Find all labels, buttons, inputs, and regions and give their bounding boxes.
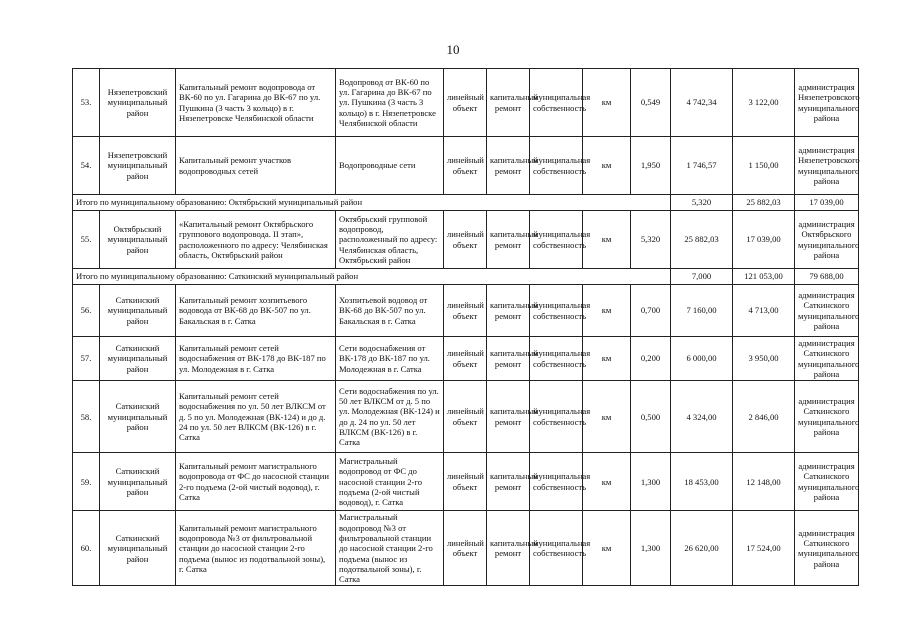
total-label: Итого по муниципальному образованию: Октябрьский муниципальный район [73,195,671,211]
total-label: Итого по муниципальному образованию: Саткинский муниципальный район [73,269,671,285]
object-cell: Хозпитьевой водовод от ВК-68 до ВК-507 по ул. Бакальская в г. Сатка [336,285,444,337]
funds-cell: 17 039,00 [733,211,795,269]
customer-cell: администрация Саткинского муниципального района [795,337,859,381]
object-cell: Водопроводные сети [336,137,444,195]
row-number: 53. [73,69,100,137]
ownership-cell: муниципальная собственность [530,381,583,453]
unit-cell: км [583,511,631,586]
capacity-cell: 5,320 [631,211,671,269]
row-number: 59. [73,453,100,511]
object-cell: Магистральный водопровод от ФС до насосной станции 2-го подъема (2-ой чистый водовод), г. Сатка [336,453,444,511]
municipality-cell: Нязепетровский муниципальный район [100,137,176,195]
project-name-cell: Капитальный ремонт сетей водоснабжения по ул. 50 лет ВЛКСМ от д. 5 по ул. Молодежная (ВК-124) и до д. 24 по ул. 50 лет ВЛКСМ (ВК-126) в г. Сатка [176,381,336,453]
cost-cell: 4 324,00 [671,381,733,453]
row-number: 57. [73,337,100,381]
row-number: 55. [73,211,100,269]
page-number: 10 [446,42,460,57]
customer-cell: администрация Саткинского муниципального района [795,285,859,337]
capacity-cell: 0,700 [631,285,671,337]
object-cell: Сети водоснабжения от ВК-178 до ВК-187 по ул. Молодежная в г. Сатка [336,337,444,381]
cost-cell: 26 620,00 [671,511,733,586]
work-type-cell: капитальный ремонт [487,137,530,195]
project-name-cell: Капитальный ремонт водопровода от ВК-60 по ул. Гагарина до ВК-67 по ул. Пушкина (3 часть 3 кольцо) в г. Нязепетровске Челябинской области [176,69,336,137]
funds-cell: 1 150,00 [733,137,795,195]
row-number: 60. [73,511,100,586]
table-row [73,337,859,381]
ownership-cell: муниципальная собственность [530,211,583,269]
total-row [73,269,859,285]
object-cell: Сети водоснабжения по ул. 50 лет ВЛКСМ от д. 5 по ул. Молодежная (ВК-124) и до д. 24 по ул. 50 лет ВЛКСМ (ВК-126) в г. Сатка [336,381,444,453]
cost-cell: 4 742,34 [671,69,733,137]
table-row [73,453,859,511]
row-number: 58. [73,381,100,453]
work-type-cell: капитальный ремонт [487,337,530,381]
table-row [73,285,859,337]
object-type-cell: линейный объект [444,381,487,453]
customer-cell: администрация Саткинского муниципального района [795,453,859,511]
work-type-cell: капитальный ремонт [487,69,530,137]
table-row [73,211,859,269]
object-type-cell: линейный объект [444,69,487,137]
object-cell: Октябрьский групповой водопровод, расположенный по адресу: Челябинская область, Октябрьский район [336,211,444,269]
object-type-cell: линейный объект [444,453,487,511]
capacity-cell: 1,300 [631,453,671,511]
customer-cell: администрация Октябрьского муниципального района [795,211,859,269]
customer-cell: администрация Нязепетровского муниципального района [795,69,859,137]
unit-cell: км [583,211,631,269]
total-cost: 121 053,00 [733,269,795,285]
funds-cell: 3 122,00 [733,69,795,137]
object-type-cell: линейный объект [444,337,487,381]
municipality-cell: Нязепетровский муниципальный район [100,69,176,137]
ownership-cell: муниципальная собственность [530,69,583,137]
municipality-cell: Саткинский муниципальный район [100,285,176,337]
total-capacity: 7,000 [671,269,733,285]
customer-cell: администрация Саткинского муниципального района [795,511,859,586]
object-type-cell: линейный объект [444,511,487,586]
object-type-cell: линейный объект [444,137,487,195]
customer-cell: администрация Саткинского муниципального района [795,381,859,453]
object-type-cell: линейный объект [444,211,487,269]
ownership-cell: муниципальная собственность [530,285,583,337]
total-cost: 25 882,03 [733,195,795,211]
table-row [73,137,859,195]
capacity-cell: 0,500 [631,381,671,453]
work-type-cell: капитальный ремонт [487,285,530,337]
municipality-cell: Саткинский муниципальный район [100,337,176,381]
row-number: 54. [73,137,100,195]
funds-cell: 17 524,00 [733,511,795,586]
cost-cell: 7 160,00 [671,285,733,337]
total-funds: 79 688,00 [795,269,859,285]
row-number: 56. [73,285,100,337]
customer-cell: администрация Нязепетровского муниципального района [795,137,859,195]
table-row [73,511,859,586]
work-type-cell: капитальный ремонт [487,453,530,511]
project-name-cell: «Капитальный ремонт Октябрьского группового водопровода. II этап», расположенного по адресу: Челябинская область, Октябрьский район [176,211,336,269]
municipality-cell: Саткинский муниципальный район [100,453,176,511]
work-type-cell: капитальный ремонт [487,511,530,586]
table-row [73,381,859,453]
capacity-cell: 1,950 [631,137,671,195]
municipality-cell: Саткинский муниципальный район [100,511,176,586]
ownership-cell: муниципальная собственность [530,137,583,195]
funds-cell: 2 846,00 [733,381,795,453]
object-type-cell: линейный объект [444,285,487,337]
cost-cell: 1 746,57 [671,137,733,195]
cost-cell: 25 882,03 [671,211,733,269]
total-row [73,195,859,211]
municipality-cell: Октябрьский муниципальный район [100,211,176,269]
funds-cell: 4 713,00 [733,285,795,337]
funds-cell: 12 148,00 [733,453,795,511]
capacity-cell: 0,200 [631,337,671,381]
unit-cell: км [583,285,631,337]
funds-cell: 3 950,00 [733,337,795,381]
work-type-cell: капитальный ремонт [487,211,530,269]
unit-cell: км [583,137,631,195]
municipality-cell: Саткинский муниципальный район [100,381,176,453]
projects-table [72,68,859,586]
cost-cell: 18 453,00 [671,453,733,511]
object-cell: Магистральный водопровод №3 от фильтровальной станции до насосной станции 2-го подъема (вынос из подотвальной зоны), г. Сатка [336,511,444,586]
project-name-cell: Капитальный ремонт участков водопроводных сетей [176,137,336,195]
object-cell: Водопровод от ВК-60 по ул. Гагарина до ВК-67 по ул. Пушкина (3 часть 3 кольцо) в г. Нязепетровске Челябинской области [336,69,444,137]
total-capacity: 5,320 [671,195,733,211]
project-name-cell: Капитальный ремонт сетей водоснабжения от ВК-178 до ВК-187 по ул. Молодежная в г. Сатка [176,337,336,381]
unit-cell: км [583,381,631,453]
project-name-cell: Капитальный ремонт хозпитьевого водовода от ВК-68 до ВК-507 по ул. Бакальская в г. Сатка [176,285,336,337]
capacity-cell: 1,300 [631,511,671,586]
total-funds: 17 039,00 [795,195,859,211]
ownership-cell: муниципальная собственность [530,453,583,511]
work-type-cell: капитальный ремонт [487,381,530,453]
unit-cell: км [583,337,631,381]
unit-cell: км [583,69,631,137]
project-name-cell: Капитальный ремонт магистрального водопровода от ФС до насосной станции 2-го подъема (2-ой чистый водовод), г. Сатка [176,453,336,511]
table-row [73,69,859,137]
ownership-cell: муниципальная собственность [530,337,583,381]
cost-cell: 6 000,00 [671,337,733,381]
capacity-cell: 0,549 [631,69,671,137]
project-name-cell: Капитальный ремонт магистрального водопровода №3 от фильтровальной станции до насосной станции 2-го подъема (вынос из подотвальной зоны), г. Сатка [176,511,336,586]
ownership-cell: муниципальная собственность [530,511,583,586]
unit-cell: км [583,453,631,511]
